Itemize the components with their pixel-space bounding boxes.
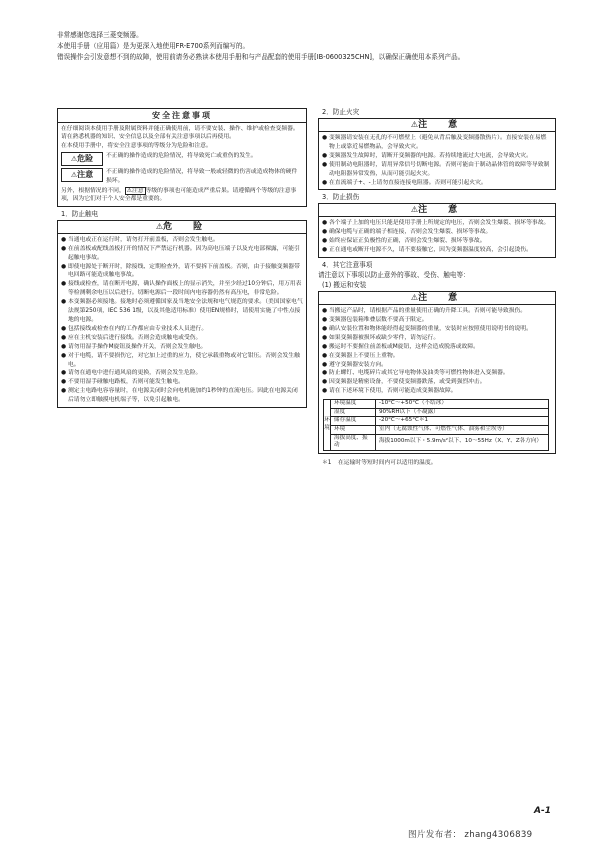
bullet-icon: ●	[322, 361, 328, 368]
fire-list	[319, 132, 555, 189]
list-item: ● 确保电缆与正确的端子相连接，否则会发生爆裂、损坏等事故。	[322, 229, 492, 236]
env-item: 海拔高度、振动	[331, 434, 376, 450]
list-item: ● 在前盖板或配线盖板打开的情况下严禁运行机器。因为高电压端子以及充电部裸露，可能引起触电事故。	[61, 245, 300, 261]
env-item: 环境温度	[331, 400, 376, 409]
section-intro: 请注意以下事项以防止意外的事故、受伤、触电等：	[318, 271, 470, 280]
intro-line: 错误操作会引发意想不到的故障，使用前请务必熟读本使用手册和与产品配套的使用手册[IB-0600325CHN]，以确保正确使用本系列产品。	[57, 52, 465, 61]
caution-definition	[61, 168, 303, 185]
section-heading: 4．其它注意事项	[322, 261, 373, 270]
list-item: ● 当通电或正在运行时，请勿打开前盖板，否则会发生触电。	[61, 236, 219, 243]
bullet-icon: ●	[322, 334, 328, 341]
warning-triangle-icon: ⚠	[410, 120, 419, 129]
bullet-icon: ●	[61, 370, 67, 377]
table-row	[324, 408, 549, 417]
damage-caution-box	[318, 203, 556, 258]
list-item: ● 变频器请安装在无孔的不可燃壁上（避免从背后触及变频器散热片）。直接安装在易燃物上或靠近易燃物品，会导致火灾。	[322, 135, 547, 150]
list-item: ● 请勿在通电中进行通风扇的更换，否则会发生危险。	[61, 370, 202, 377]
list-item: ● 接线或检查，请在断开电源，确认操作面板上的显示消失，并至少经过10分钟后，用万用表等检测剩余电压以后进行。切断电源后一段时间内电容器仍然有高压电，非常危险。	[61, 281, 302, 297]
bullet-icon: ●	[61, 379, 67, 386]
bullet-icon: ●	[61, 245, 67, 252]
bullet-icon: ●	[61, 263, 67, 270]
safety-note: 另外，根据情况的不同， ⚠注意 等级的事项也可能造成严重后果。请遵循两个等级的注意事项，因为它们对于个人安全都是重要的。	[61, 188, 297, 203]
env-value: -10°C～+50°C（不结冰）	[376, 400, 549, 409]
list-item: ● 变频器包装箱堆叠层数不要高于限定。	[322, 316, 428, 323]
env-value: 90%RH以下（不凝露）	[376, 408, 549, 417]
bullet-icon: ●	[61, 325, 67, 332]
table-row	[324, 400, 549, 409]
table-row	[324, 417, 549, 426]
caution-inline-tag: ⚠注意	[126, 188, 144, 195]
danger-description: 不正确的操作造成的危险情况，将导致死亡或重伤的发生。	[106, 153, 257, 160]
list-item: ● 当搬运产品时，请根据产品的重量使用正确的升降工具。否则可能导致损伤。	[322, 308, 527, 315]
bullet-icon: ●	[322, 308, 328, 315]
bullet-icon: ●	[322, 247, 328, 254]
bullet-icon: ●	[61, 334, 67, 341]
safety-notice-title: 安全注意事项	[58, 109, 306, 123]
warning-triangle-icon: ⚠	[70, 155, 78, 164]
warning-triangle-icon: ⚠	[155, 221, 164, 231]
env-value: -20°C～+65°C＊1	[376, 417, 549, 426]
environment-category: 环境	[324, 400, 331, 451]
list-item: ● 防止螺钉、电缆碎片或其它导电物体及油类等可燃性物体进入变频器。	[322, 370, 509, 377]
fire-caution-box	[318, 118, 556, 190]
caution-box-title: ⚠注 意	[319, 119, 555, 132]
list-item: ● 本变频器必须接地。接地时必须遵循国家及当地安全法规和电气规范的要求。（美国国家电气法规第250项，IEC 536 1级，以及其他适用标准）使用EN规格时，请使用实施了中性点接地的电源。	[61, 299, 303, 323]
list-item: ● 正在通电或断开电源不久，请不要接触它，因为变频器温度较高，会引起烫伤。	[322, 247, 532, 254]
danger-list	[58, 234, 306, 407]
danger-symbol: ⚠危险	[61, 152, 103, 166]
footnote-text: 在运输时等短时间内可以适用的温度。	[338, 459, 437, 466]
bullet-icon: ●	[322, 161, 328, 168]
env-item: 储存温度	[331, 417, 376, 426]
warning-triangle-icon: ⚠	[410, 293, 419, 303]
bullet-icon: ●	[61, 299, 67, 306]
intro-line: 非常感谢您选择三菱变频器。	[57, 31, 143, 39]
bullet-icon: ●	[322, 370, 328, 377]
section-heading: 3．防止损伤	[322, 193, 360, 202]
bullet-icon: ●	[322, 229, 328, 236]
list-item: ● 对于电缆，请不要损伤它，对它加上过重的应力，使它承载重物或对它钳压。否则会发生触电。	[61, 352, 300, 368]
bullet-icon: ●	[322, 388, 328, 395]
list-item: ● 在变频器上不要压上重物。	[322, 352, 399, 359]
transport-caution-box	[318, 291, 556, 454]
env-item: 环境	[331, 425, 376, 434]
bullet-icon: ●	[322, 379, 328, 386]
list-item: ● 请在下述环境下使用，否则可能造成变频器故障。	[322, 388, 457, 395]
list-item: ● 始终应保证正负极性的正确，否则会发生爆裂、损坏等事故。	[322, 238, 486, 245]
intro-text	[57, 30, 557, 62]
bullet-icon: ●	[61, 352, 67, 359]
section-heading: 1．防止触电	[61, 209, 99, 218]
env-item: 湿度	[331, 408, 376, 417]
danger-box	[57, 220, 307, 408]
bullet-icon: ●	[322, 316, 328, 323]
environment-table	[323, 399, 549, 451]
intro-line: 本使用手册（应用篇）是为更深入地使用FR-E700系列而编写的。	[57, 41, 250, 50]
caution-description: 不正确的操作造成的危险情况，将导致一般或轻微的伤害或造成物体的硬件损坏。	[106, 169, 298, 184]
subsection-heading: (1) 搬运和安装	[322, 281, 367, 290]
list-item: ● 即使电源处于断开时，除接线、定期检查外，请不要拆下前盖板。否则，由于接触变频器带电回路可能造成触电事故。	[61, 263, 300, 279]
list-item: ● 遵守变频器安装方向。	[322, 361, 387, 368]
transport-list	[319, 305, 555, 398]
bullet-icon: ●	[322, 220, 328, 227]
damage-list	[319, 217, 555, 257]
bullet-icon: ●	[322, 152, 328, 159]
list-item: ● 应在主机安装后进行接线。否则会造成触电或受伤。	[61, 334, 202, 341]
list-item: ● 各个端子上加的电压只能是使用手册上所规定的电压，否则会发生爆裂、损坏等事故。	[322, 220, 550, 227]
list-item: ● 使用制动电阻器时，请用异常信号切断电源。否则可能由于制动晶体管的故障等导致制动电阻器异常发热，从而可能引起火灾。	[322, 161, 550, 177]
list-item: ● 包括接线或检查在内的工作都应由专业技术人员进行。	[61, 325, 208, 332]
caution-box-title: ⚠注 意	[319, 204, 555, 217]
warning-triangle-icon: ⚠	[410, 205, 419, 215]
bullet-icon: ●	[61, 343, 67, 350]
section-heading: 2．防止火灾	[322, 108, 360, 116]
footnote-mark: ＊1	[322, 459, 332, 466]
list-item: ● 不要用湿手碰触电路板，否则可能发生触电。	[61, 379, 184, 386]
list-item: ● 测定主电路电容容量时，在电源关闭时会向电机施加约1秒钟的直流电压。因此在电源关闭后请勿立即触摸电机端子等，以免引起触电。	[61, 388, 298, 404]
bullet-icon: ●	[61, 388, 67, 395]
danger-definition	[61, 152, 303, 166]
caution-symbol: ⚠注意	[61, 168, 103, 182]
table-row	[324, 425, 549, 434]
bullet-icon: ●	[322, 325, 328, 332]
safety-levels: 在本使用手册中，将安全注意事项的等级分为危险和注意。	[61, 142, 212, 149]
safety-notice-box	[57, 108, 307, 207]
page-number: A-1	[534, 806, 551, 816]
table-row	[324, 434, 549, 450]
bullet-icon: ●	[61, 281, 67, 288]
list-item: ● 变频器发生故障时，请断开变频器的电源。若持续地流过大电流，会导致火灾。	[322, 152, 532, 159]
caution-box-title: ⚠注 意	[319, 292, 555, 305]
safety-intro: 在仔细阅读本使用手册及附属资料并能正确使用前，请不要安装、操作、维护或检查变频器。请在熟悉机器的知识、安全信息以及全部有关注意事项以后再使用。	[61, 126, 299, 141]
right-column	[318, 108, 556, 466]
footnote	[322, 457, 556, 466]
bullet-icon: ●	[322, 179, 328, 186]
bullet-icon: ●	[61, 236, 67, 243]
env-value: 海拔1000m以下・5.9m/s²以下、10～55Hz（X、Y、Z各方向）	[376, 434, 549, 450]
list-item: ● 请勿用湿手操作M旋钮及操作开关，否则会发生触电。	[61, 343, 207, 350]
left-column	[57, 108, 307, 411]
list-item: ● 搬运时不要握住前盖板或M旋钮，这样会造成脱落或故障。	[322, 343, 479, 350]
danger-box-title: ⚠危 险	[58, 221, 306, 234]
bullet-icon: ●	[322, 238, 328, 245]
list-item: ● 如果变频器被损坏或缺少零件，请勿运行。	[322, 334, 440, 341]
list-item: ● 因变频器是精密设备，不要使变频器跌落，或受到强烈冲击。	[322, 379, 486, 386]
watermark-text: 图片发布者： zhang4306839	[408, 830, 533, 840]
bullet-icon: ●	[322, 135, 328, 141]
list-item: ● 在直流端子+、-上请勿直接连接电阻器。否则可能引起火灾。	[322, 179, 487, 186]
bullet-icon: ●	[322, 352, 328, 359]
warning-triangle-icon: ⚠	[70, 171, 78, 180]
bullet-icon: ●	[322, 343, 328, 350]
list-item: ● 确认安装位置和物体能经得起变频器的重量，安装时应按照使用说明书的说明。	[322, 325, 532, 332]
env-value: 室内（无腐蚀性气体、可燃性气体、油雾和尘埃等）	[376, 425, 549, 434]
